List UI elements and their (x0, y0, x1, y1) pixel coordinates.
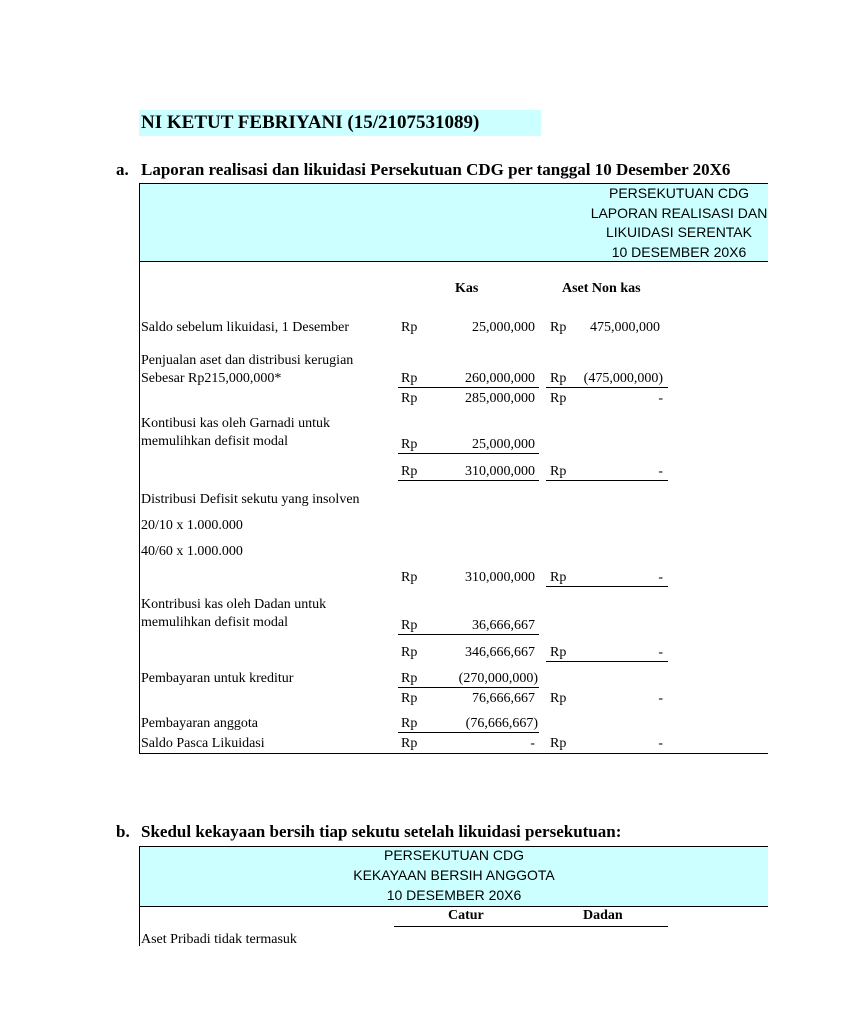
kas-currency: Rp (401, 691, 418, 706)
row-label: Penjualan aset dan distribusi kerugian (141, 353, 354, 368)
section-a-title: Laporan realisasi dan likuidasi Persekutuan CDG per tanggal 10 Desember 20X6 (141, 160, 731, 179)
kas-value: 310,000,000 (465, 464, 535, 479)
row-label: memulihkan defisit modal (141, 434, 288, 449)
column-header-underline (394, 926, 668, 927)
underline (546, 586, 668, 587)
row-label: Kontribusi kas oleh Dadan untuk (141, 597, 327, 612)
section-b-marker: b. (116, 822, 130, 841)
section-a-header-line: PERSEKUTUAN CDG (608, 185, 750, 201)
kas-currency: Rp (401, 391, 418, 406)
section-a-top-border (139, 183, 768, 184)
section-b-header-divider (139, 906, 768, 907)
section-b-header-line: 10 DESEMBER 20X6 (386, 887, 522, 903)
aset-currency: Rp (550, 320, 567, 335)
kas-currency: Rp (401, 736, 418, 751)
row-label: Pembayaran anggota (141, 716, 259, 731)
kas-currency: Rp (401, 371, 418, 386)
section-a-bottom-border (139, 753, 768, 754)
aset-currency: Rp (550, 464, 567, 479)
underline (398, 634, 539, 635)
kas-value: 76,666,667 (472, 691, 535, 706)
kas-value: 346,666,667 (465, 645, 535, 660)
kas-value: 285,000,000 (465, 391, 535, 406)
underline (398, 480, 539, 481)
column-header-catur: Catur (448, 908, 484, 923)
section-b-left-border (139, 846, 140, 946)
kas-currency: Rp (401, 645, 418, 660)
section-a-header-line: 10 DESEMBER 20X6 (611, 244, 747, 260)
row-label: Aset Pribadi tidak termasuk (141, 932, 297, 947)
row-label: memulihkan defisit modal (141, 615, 288, 630)
section-b-header-line: KEKAYAAN BERSIH ANGGOTA (353, 867, 555, 883)
aset-currency: Rp (550, 371, 567, 386)
underline (398, 387, 539, 388)
kas-currency: Rp (401, 437, 418, 452)
row-label: 20/10 x 1.000.000 (141, 518, 243, 533)
section-a-marker: a. (116, 160, 129, 179)
kas-value: - (530, 736, 535, 751)
section-b-title: Skedul kekayaan bersih tiap sekutu setelah likuidasi persekutuan: (141, 822, 622, 841)
row-label: Saldo Pasca Likuidasi (141, 736, 265, 751)
aset-value: - (658, 570, 663, 585)
row-label: Kontibusi kas oleh Garnadi untuk (141, 416, 330, 431)
kas-currency: Rp (401, 570, 418, 585)
column-header-kas: Kas (455, 281, 479, 296)
section-a-header-line: LAPORAN REALISASI DAN (590, 205, 768, 221)
kas-currency: Rp (401, 671, 418, 686)
aset-currency: Rp (550, 691, 567, 706)
row-label: Pembayaran untuk kreditur (141, 671, 294, 686)
aset-currency: Rp (550, 645, 567, 660)
kas-value: 260,000,000 (465, 371, 535, 386)
underline (398, 453, 539, 454)
underline (546, 661, 668, 662)
aset-value: - (658, 736, 663, 751)
aset-value: 475,000,000 (590, 320, 660, 335)
row-label: Saldo sebelum likuidasi, 1 Desember (141, 320, 350, 335)
kas-currency: Rp (401, 464, 418, 479)
section-a-left-border (139, 183, 140, 754)
section-a-header-line: LIKUIDASI SERENTAK (605, 224, 752, 240)
aset-currency: Rp (550, 391, 567, 406)
kas-currency: Rp (401, 716, 418, 731)
aset-value: - (658, 464, 663, 479)
aset-currency: Rp (550, 736, 567, 751)
row-label: Sebesar Rp215,000,000* (141, 371, 282, 386)
row-label: 40/60 x 1.000.000 (141, 544, 243, 559)
underline (546, 387, 668, 388)
section-b-header-line: PERSEKUTUAN CDG (383, 847, 525, 863)
aset-value: (475,000,000) (583, 371, 663, 386)
kas-value: 310,000,000 (465, 570, 535, 585)
aset-value: - (658, 645, 663, 660)
row-label: Distribusi Defisit sekutu yang insolven (141, 492, 360, 507)
aset-currency: Rp (550, 570, 567, 585)
kas-value: 25,000,000 (472, 437, 535, 452)
student-name: NI KETUT FEBRIYANI (15/2107531089) (141, 112, 480, 133)
column-header-aset-non-kas: Aset Non kas (562, 281, 641, 296)
underline (398, 687, 539, 688)
kas-currency: Rp (401, 320, 418, 335)
section-a-header-divider (139, 261, 768, 262)
kas-value: 25,000,000 (472, 320, 535, 335)
kas-currency: Rp (401, 618, 418, 633)
aset-value: - (658, 391, 663, 406)
underline (398, 732, 539, 733)
kas-value: (270,000,000) (458, 671, 538, 686)
column-header-dadan: Dadan (583, 908, 623, 923)
aset-value: - (658, 691, 663, 706)
kas-value: (76,666,667) (465, 716, 538, 731)
kas-value: 36,666,667 (472, 618, 535, 633)
underline (546, 480, 668, 481)
